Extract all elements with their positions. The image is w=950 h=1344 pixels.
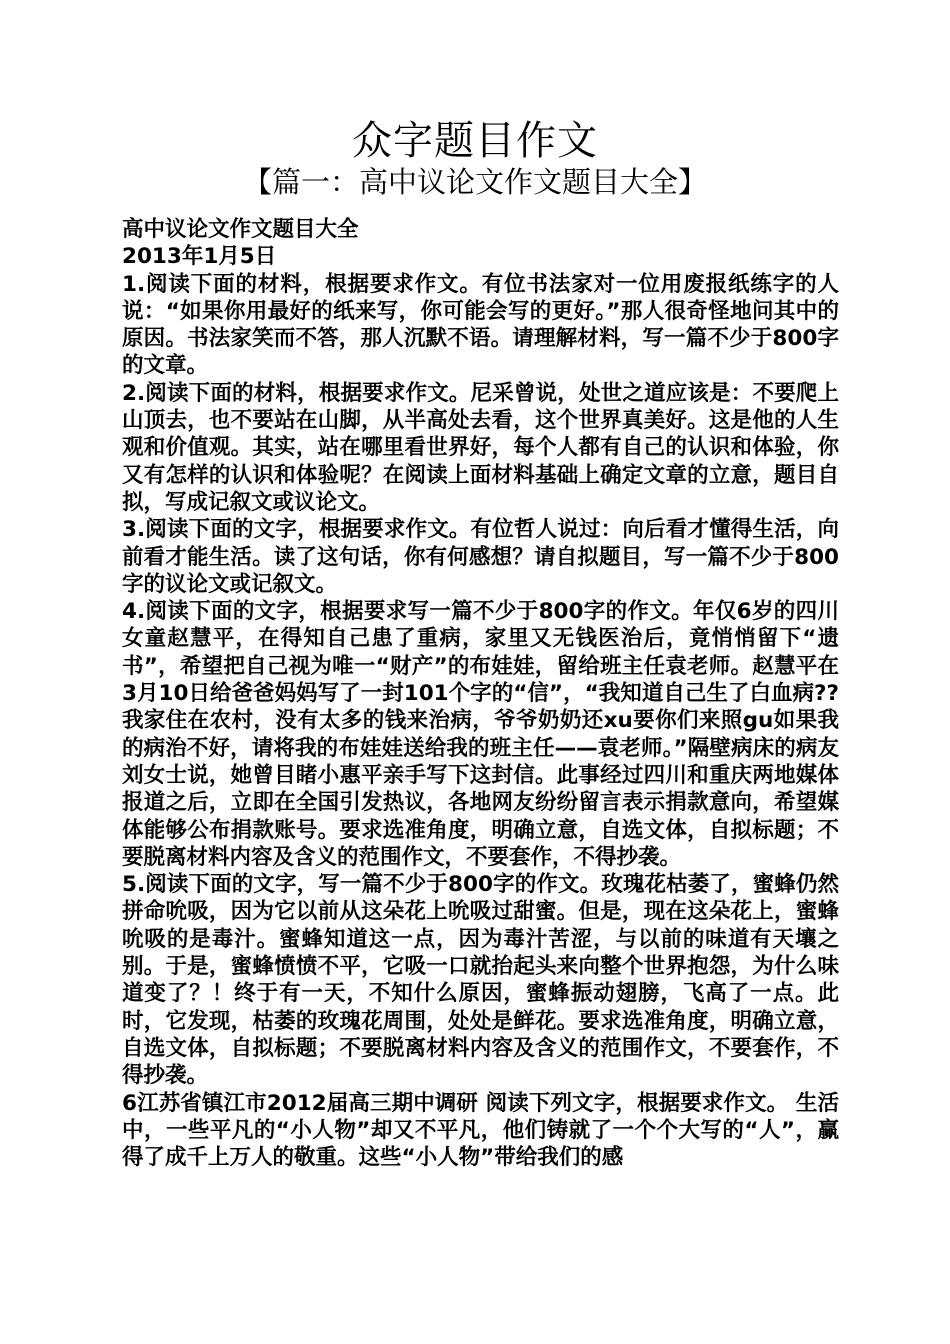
paragraph-5: 5.阅读下面的文字，写一篇不少于800字的作文。玫瑰花枯萎了，蜜蜂仍然拼命吮吸，因为它以前从这朵花上吮吸过甜蜜。但是，现在这朵花上，蜜蜂吮吸的是毒汁。蜜蜂知道这一点，因为毒汁苦涩，与以前的味道有天壤之别。于是，蜜蜂愤愤不平，它吸一口就抬起头来向整个世界抱怨，为什么味道变了？！终于有一天，不知什么原因，蜜蜂振动翅膀，飞高了一点。此时，它发现，枯萎的玫瑰花周围，处处是鲜花。要求选准角度，明确立意，自选文体，自拟标题；不要脱离材料内容及含义的范围作文，不要套作，不得抄袭。 bbox=[122, 872, 839, 1089]
paragraph-4: 4.阅读下面的文字，根据要求写一篇不少于800字的作文。年仅6岁的四川女童赵慧平，在得知自己患了重病，家里又无钱医治后，竟悄悄留下“遗书”，希望把自己视为唯一“财产”的布娃娃，留给班主任袁老师。赵慧平在3月10日给爸爸妈妈写了一封101个字的“信”，“我知道自己生了白血病??我家住在农村，没有太多的钱来治病，爷爷奶奶还xu要你们来照gu如果我的病治不好，请将我的布娃娃送给我的班主任——袁老师。”隔壁病床的病友刘女士说，她曾目睹小惠平亲手写下这封信。此事经过四川和重庆两地媒体报道之后，立即在全国引发热议，各地网友纷纷留言表示捐款意向，希望媒体能够公布捐款账号。要求选准角度，明确立意，自选文体，自拟标题；不要脱离材料内容及含义的范围作文，不要套作，不得抄袭。 bbox=[122, 599, 839, 870]
paragraph-1: 1.阅读下面的材料，根据要求作文。有位书法家对一位用废报纸练字的人说：“如果你用最好的纸来写，你可能会写的更好。”那人很奇怪地问其中的原因。书法家笑而不答，那人沉默不语。请理解材料，写一篇不少于800字的文章。 bbox=[122, 271, 839, 379]
document-subtitle: 【篇一：高中议论文作文题目大全】 bbox=[242, 165, 707, 199]
document-body bbox=[117, 216, 839, 1171]
document-date: 2013年1月5日 bbox=[122, 244, 277, 270]
paragraph-2: 2.阅读下面的材料，根据要求作文。尼采曾说，处世之道应该是：不要爬上山顶去，也不要站在山脚，从半高处去看，这个世界真美好。这是他的人生观和价值观。其实，站在哪里看世界好，每个人都有自己的认识和体验，你又有怎样的认识和体验呢？在阅读上面材料基础上确定文章的立意，题目自拟，写成记叙文或议论文。 bbox=[122, 380, 839, 515]
section-heading: 高中议论文作文题目大全 bbox=[122, 217, 359, 242]
paragraph-6: 6江苏省镇江市2012届高三期中调研 阅读下列文字，根据要求作文。 生活中，一些平凡的“小人物”却又不平凡，他们铸就了一个个大写的“人”，赢得了成千上万人的敬重。这些“小人物”带给我们的感 bbox=[122, 1090, 839, 1171]
paragraph-3: 3.阅读下面的文字，根据要求作文。有位哲人说过：向后看才懂得生活，向前看才能生活。读了这句话，你有何感想？请自拟题目，写一篇不少于800字的议论文或记叙文。 bbox=[122, 517, 839, 597]
document-title: 众字题目作文 bbox=[352, 118, 598, 164]
